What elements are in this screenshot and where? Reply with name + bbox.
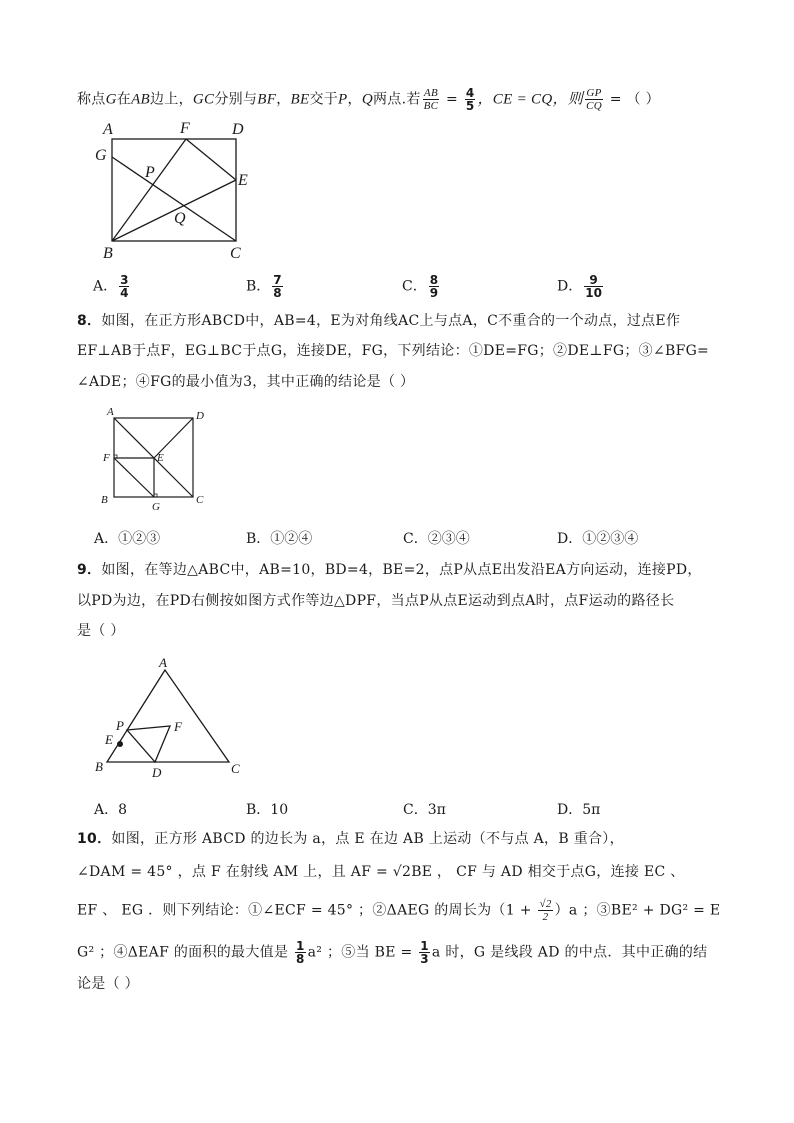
- q7-label-g: G: [95, 147, 107, 164]
- q7-seg: 交于: [309, 91, 339, 108]
- q8-label-b: B: [101, 494, 108, 506]
- q8-label-a: A: [107, 406, 114, 418]
- option-label: B．: [246, 531, 271, 547]
- frac-den: CQ: [586, 100, 602, 112]
- q7-label-e: E: [238, 172, 248, 189]
- q8-option-b[interactable]: [246, 529, 312, 549]
- q8-segment-fg: [114, 458, 154, 497]
- q8-segment-de: [154, 418, 193, 458]
- option-label: A．: [94, 802, 119, 818]
- q9-label-p: P: [116, 718, 124, 733]
- q7-tail: = （ ）: [605, 91, 660, 108]
- frac-num: 9: [584, 274, 603, 287]
- option-fraction: [429, 274, 439, 299]
- q10-number: 10．: [77, 831, 112, 847]
- q7-seg: G: [105, 91, 117, 108]
- option-label: D．: [557, 802, 583, 818]
- q10-fraction-sqrt2-over-2: [538, 898, 552, 923]
- frac-den: 3: [420, 952, 429, 966]
- q7-ask-fraction: [585, 87, 603, 112]
- frac-num: 8: [429, 273, 439, 287]
- q9-label-f: F: [174, 719, 182, 734]
- q7-seg: AB: [131, 91, 150, 108]
- frac-num: GP: [586, 87, 602, 99]
- option-text: 10: [270, 802, 289, 818]
- q10-stem-line4: [77, 940, 708, 965]
- q9-stem-line3: 是（ ）: [77, 623, 125, 639]
- q8-label-c: C: [196, 494, 204, 506]
- q8-stem-line2: EF⊥AB于点F，EG⊥BC于点G，连接DE，FG，下列结论：①DE=FG；②DE⊥FG；③∠BFG=: [77, 343, 710, 359]
- q8-option-c[interactable]: [403, 529, 470, 549]
- q7-label-d: D: [232, 121, 244, 138]
- q8-number: 8．: [77, 313, 102, 329]
- q9-stem-line1: [77, 560, 702, 580]
- option-label: D．: [557, 278, 583, 295]
- q7-seg: P: [338, 91, 348, 108]
- q7-cond: ，CE = CQ，则: [477, 91, 584, 108]
- q9-label-e: E: [105, 732, 113, 747]
- q10-stem-line3: [77, 898, 720, 923]
- option-text: 5π: [582, 802, 601, 818]
- q9-label-b: B: [95, 759, 103, 774]
- frac-den: 9: [429, 286, 439, 300]
- option-label: C．: [402, 278, 427, 295]
- q7-label-p: P: [145, 164, 155, 181]
- q7-option-c[interactable]: [402, 274, 441, 299]
- q9-triangle-abc: [107, 670, 229, 762]
- q8-right-angle-f: [114, 455, 117, 458]
- q10-fraction-one-third: [419, 940, 430, 965]
- option-label: D．: [557, 531, 583, 547]
- q7-eq: =: [441, 91, 463, 108]
- q7-label-b: B: [103, 245, 113, 262]
- q7-seg: BF: [257, 91, 277, 108]
- option-text: ②③④: [427, 531, 470, 547]
- q9-label-d: D: [152, 765, 162, 780]
- q9-label-c: C: [231, 761, 240, 776]
- q8-label-d: D: [196, 410, 204, 422]
- q7-seg: 分别与: [214, 91, 258, 108]
- q7-option-d[interactable]: [557, 274, 605, 299]
- q9-option-b[interactable]: [246, 800, 288, 820]
- q7-label-f: F: [180, 120, 190, 137]
- frac-num: 4: [465, 86, 475, 100]
- option-text: ①②③: [118, 531, 161, 547]
- q9-number: 9．: [77, 562, 102, 578]
- q7-line-gc: [112, 157, 236, 241]
- frac-den: 4: [120, 286, 129, 300]
- option-text: ①②④: [270, 531, 313, 547]
- q7-option-a[interactable]: [93, 274, 131, 299]
- option-label: B．: [246, 278, 271, 295]
- q10-text: 如图，正方形 ABCD 的边长为 a，点 E 在边 AB 上运动（不与点 A，B 重合），: [111, 831, 624, 847]
- frac-den: BC: [423, 100, 439, 112]
- q8-stem-line3: ∠ADE；④FG的最小值为3，其中正确的结论是（ ）: [77, 374, 415, 390]
- q10-stem-line1: [77, 829, 624, 849]
- option-fraction: [584, 274, 603, 299]
- q10-stem-line5: 论是（ ）: [77, 976, 139, 992]
- option-label: C．: [403, 802, 428, 818]
- q8-option-d[interactable]: [557, 529, 638, 549]
- q8-text: 如图，在正方形ABCD中，AB=4，E为对角线AC上与点A，C不重合的一个动点，过点E作: [101, 313, 681, 329]
- frac-den: 5: [465, 99, 475, 113]
- q7-label-q: Q: [174, 210, 186, 227]
- option-text: 8: [118, 802, 128, 818]
- option-text: 3π: [427, 802, 446, 818]
- q7-option-b[interactable]: [246, 274, 285, 299]
- q9-stem-line2: 以PD为边，在PD右侧按如图方式作等边△DPF，当点P从点E运动到点A时，点F运动的路径长: [77, 593, 675, 609]
- frac-den: 10: [585, 286, 602, 300]
- q7-stem: [77, 87, 660, 112]
- q7-seg: ，: [347, 91, 362, 108]
- q8-label-g: G: [152, 501, 160, 513]
- frac-num: AB: [423, 87, 438, 99]
- q7-line-fe: [186, 139, 236, 180]
- q8-label-f: F: [103, 452, 110, 464]
- frac-num: 1: [296, 939, 305, 953]
- q9-point-e: [117, 741, 123, 747]
- q9-option-a[interactable]: [94, 800, 127, 820]
- q7-seg: 边上，: [150, 91, 193, 108]
- q7-seg: ，: [276, 91, 291, 108]
- q10-text: EF 、 EG ．则下列结论：①∠ECF = 45° ；②ΔAEG 的周长为（1 +: [77, 902, 537, 919]
- q7-rectangle: [112, 139, 236, 241]
- q8-stem-line1: [77, 311, 680, 331]
- option-label: A．: [93, 278, 118, 295]
- option-label: B．: [246, 802, 271, 818]
- q8-option-a[interactable]: [94, 529, 160, 549]
- q9-label-a: A: [159, 655, 167, 670]
- option-label: C．: [403, 531, 428, 547]
- q7-line-be: [112, 180, 236, 241]
- q7-seg: Q: [361, 91, 373, 108]
- q7-ratio-fraction: [423, 87, 440, 112]
- q7-seg: BE: [290, 91, 310, 108]
- frac-num: 7: [273, 273, 282, 287]
- q7-label-c: C: [230, 245, 241, 262]
- q10-text: a 时，G 是线段 AD 的中点．其中正确的结: [431, 944, 708, 961]
- q7-text: 称点: [77, 91, 106, 108]
- frac-den: 8: [273, 286, 282, 300]
- q7-value-fraction: [465, 87, 476, 112]
- q8-right-angle-g: [154, 494, 157, 497]
- q8-square: [114, 418, 193, 497]
- q9-option-d[interactable]: [557, 800, 600, 820]
- option-fraction: [272, 274, 282, 299]
- q7-label-a: A: [103, 121, 113, 138]
- option-fraction: [119, 274, 129, 299]
- q8-diagonal-ac: [114, 418, 193, 497]
- option-text: ①②③④: [582, 531, 639, 547]
- q7-seg: 两点.若: [372, 91, 421, 108]
- frac-num: 3: [120, 273, 129, 287]
- q7-seg: GC: [192, 91, 215, 108]
- frac-num: 1: [420, 939, 429, 953]
- q8-label-e: E: [157, 452, 164, 464]
- q10-text: a² ；⑤当 BE =: [307, 944, 418, 961]
- q9-option-c[interactable]: [403, 800, 446, 820]
- q7-line-bf: [112, 139, 186, 241]
- q9-triangle-dpf: [127, 726, 170, 762]
- q9-text: 如图，在等边△ABC中，AB=10，BD=4，BE=2，点P从点E出发沿EA方向运动，连接PD，: [101, 562, 702, 578]
- q10-fraction-one-eighth: [295, 940, 306, 965]
- option-label: A．: [94, 531, 119, 547]
- q7-seg: 在: [116, 91, 132, 108]
- frac-den: 2: [542, 911, 549, 923]
- q10-text: G² ；④ΔEAF 的面积的最大值是: [77, 944, 293, 961]
- frac-den: 8: [296, 952, 305, 966]
- frac-num: √2: [539, 898, 552, 910]
- q10-stem-line2: ∠DAM = 45° ，点 F 在射线 AM 上，且 AF = √2BE ， CF 与 AD 相交于点G，连接 EC 、: [77, 864, 685, 880]
- q10-text: ）a ；③BE² + DG² = E: [554, 902, 721, 919]
